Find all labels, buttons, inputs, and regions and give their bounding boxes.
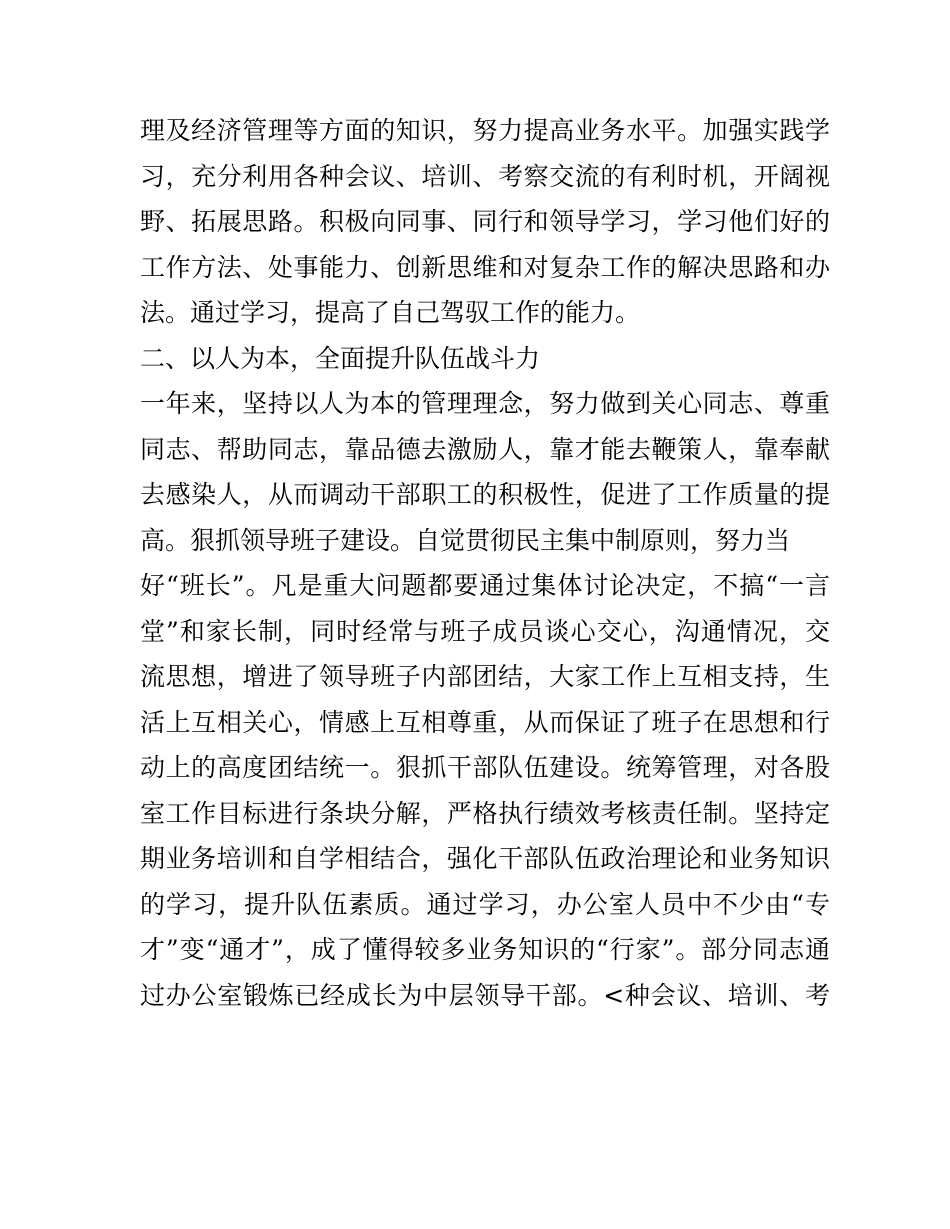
text-line: 工作方法、处事能力、创新思维和对复杂工作的解决思路和办 — [140, 252, 830, 282]
document-body — [140, 108, 830, 1018]
text-line: 好“班长”。凡是重大问题都要通过集体讨论决定，不搞“一言 — [140, 571, 830, 600]
text-line: 堂”和家长制，同时经常与班子成员谈心交心，沟通情况，交 — [140, 616, 830, 646]
text-line: 习，充分利用各种会议、培训、考察交流的有利时机，开阔视 — [140, 161, 830, 191]
text-line: 理及经济管理等方面的知识，努力提高业务水平。加强实践学 — [140, 116, 830, 145]
text-line: 期业务培训和自学相结合，强化干部队伍政治理论和业务知识 — [140, 844, 830, 873]
text-line: 的学习，提升队伍素质。通过学习，办公室人员中不少由“专 — [140, 889, 830, 919]
text-line: 过办公室锻炼已经成长为中层领导干部。<种会议、培训、考 — [140, 980, 830, 1010]
text-line: 同志、帮助同志，靠品德去激励人，靠才能去鞭策人，靠奉献 — [140, 434, 830, 464]
text-line: 高。狠抓领导班子建设。自觉贯彻民主集中制原则，努力当 — [140, 525, 791, 555]
text-line: 一年来，坚持以人为本的管理理念，努力做到关心同志、尊重 — [140, 389, 830, 418]
text-line: 流思想，增进了领导班子内部团结，大家工作上互相支持，生 — [140, 662, 830, 691]
text-line: 室工作目标进行条块分解，严格执行绩效考核责任制。坚持定 — [140, 798, 830, 828]
text-line: 野、拓展思路。积极向同事、同行和领导学习，学习他们好的 — [140, 207, 830, 236]
text-line: 动上的高度团结统一。狠抓干部队伍建设。统筹管理，对各股 — [140, 753, 830, 782]
text-line: 才”变“通才”，成了懂得较多业务知识的“行家”。部分同志通 — [140, 935, 830, 964]
text-line: 活上互相关心，情感上互相尊重，从而保证了班子在思想和行 — [140, 707, 830, 737]
section-heading: 二、以人为本，全面提升队伍战斗力 — [140, 343, 541, 373]
text-line: 去感染人，从而调动干部职工的积极性，促进了工作质量的提 — [140, 480, 830, 509]
text-line: 法。通过学习，提高了自己驾驭工作的能力。 — [140, 298, 641, 327]
